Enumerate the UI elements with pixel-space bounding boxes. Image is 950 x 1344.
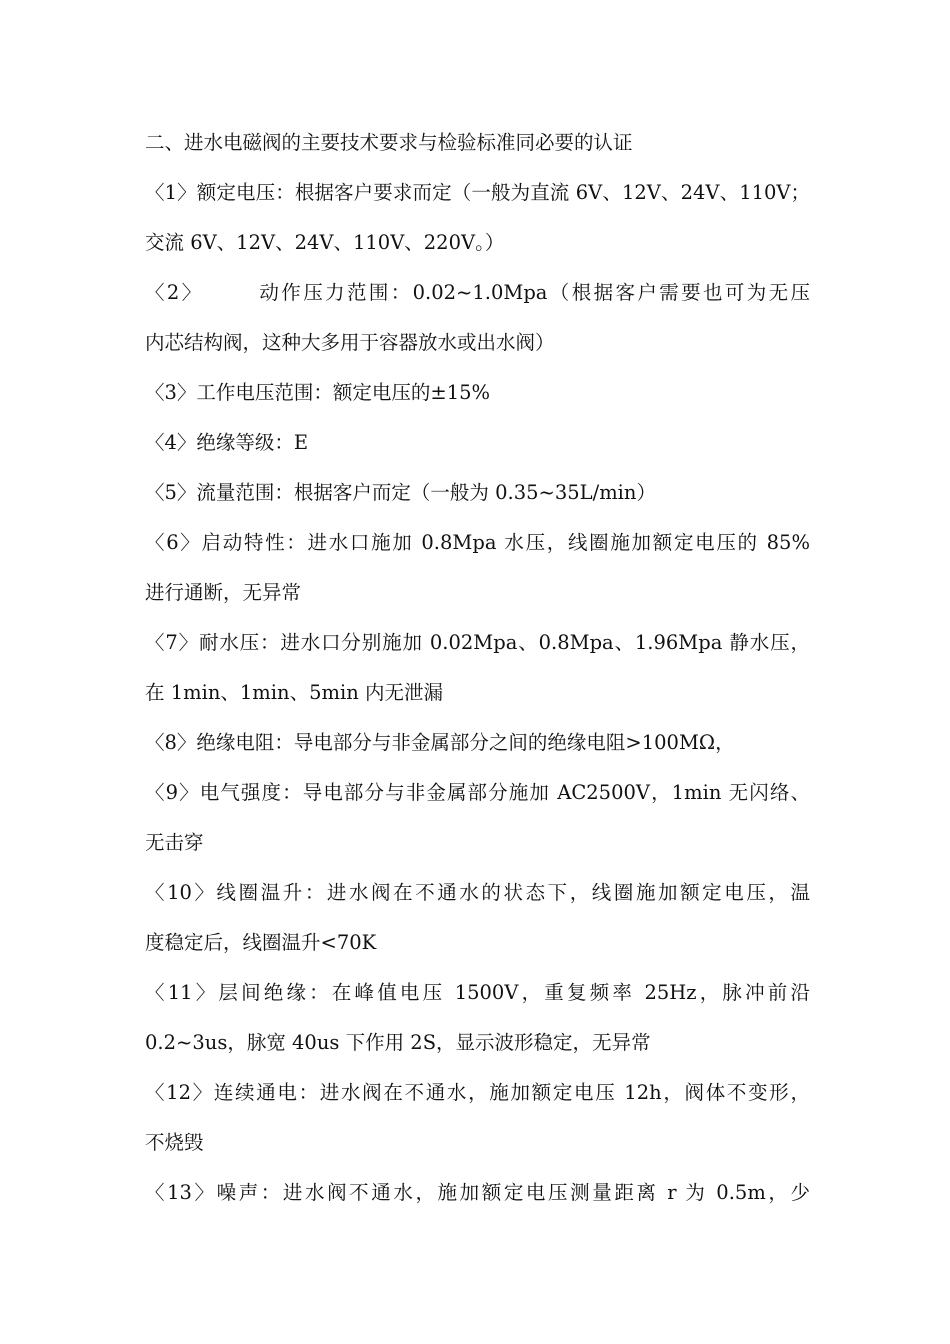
item-6-line-2: 进行通断，无异常 <box>145 581 302 604</box>
item-7-line-2: 在 1min、1min、5min 内无泄漏 <box>145 681 443 704</box>
item-9-line-2: 无击穿 <box>145 831 204 854</box>
item-2-line-1: 〈2〉 动作压力范围：0.02~1.0Mpa（根据客户需要也可为无压 <box>145 281 810 304</box>
item-1-line-1: 〈1〉额定电压：根据客户要求而定（一般为直流 6V、12V、24V、110V； <box>145 181 810 204</box>
item-6-line-1: 〈6〉启动特性：进水口施加 0.8Mpa 水压，线圈施加额定电压的 85% <box>145 531 810 554</box>
item-5-line-1: 〈5〉流量范围：根据客户而定（一般为 0.35~35L/min） <box>145 481 656 504</box>
item-3-line-1: 〈3〉工作电压范围：额定电压的±15% <box>145 381 491 404</box>
item-8-line-1: 〈8〉绝缘电阻：导电部分与非金属部分之间的绝缘电阻>100MΩ， <box>145 731 735 754</box>
item-2-line-2: 内芯结构阀，这种大多用于容器放水或出水阀） <box>145 331 555 354</box>
item-13-line-1: 〈13〉噪声：进水阀不通水，施加额定电压测量距离 r 为 0.5m，少 <box>145 1181 810 1204</box>
item-11-line-1: 〈11〉层间绝缘：在峰值电压 1500V，重复频率 25Hz，脉冲前沿 <box>145 981 810 1004</box>
item-11-line-2: 0.2~3us，脉宽 40us 下作用 2S，显示波形稳定，无异常 <box>145 1031 651 1054</box>
item-12-line-1: 〈12〉连续通电：进水阀在不通水，施加额定电压 12h，阀体不变形， <box>145 1081 810 1104</box>
item-7-line-1: 〈7〉耐水压：进水口分别施加 0.02Mpa、0.8Mpa、1.96Mpa 静水压， <box>145 631 810 654</box>
item-9-line-1: 〈9〉电气强度：导电部分与非金属部分施加 AC2500V，1min 无闪络、 <box>145 781 810 804</box>
item-4-line-1: 〈4〉绝缘等级：E <box>145 431 309 454</box>
section-heading: 二、进水电磁阀的主要技术要求与检验标准同必要的认证 <box>145 131 633 154</box>
item-10-line-2: 度稳定后，线圈温升<70K <box>145 931 377 954</box>
document-page <box>145 118 810 1218</box>
item-12-line-2: 不烧毁 <box>145 1131 204 1154</box>
item-1-line-2: 交流 6V、12V、24V、110V、220V。） <box>145 231 505 254</box>
item-10-line-1: 〈10〉线圈温升：进水阀在不通水的状态下，线圈施加额定电压，温 <box>145 881 810 904</box>
